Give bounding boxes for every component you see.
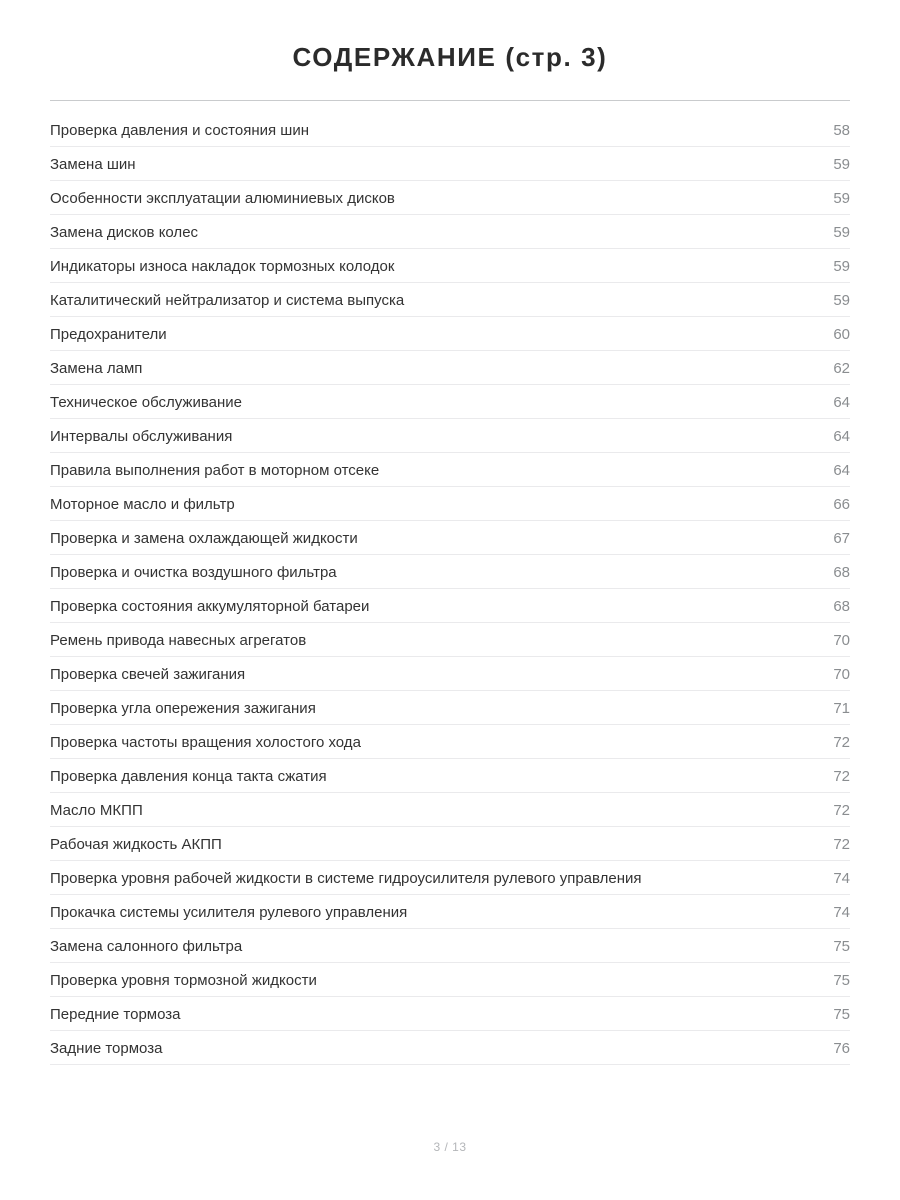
toc-entry[interactable]	[50, 419, 850, 453]
toc-entry-page-number: 58	[833, 122, 850, 139]
toc-entry-label: Проверка и замена охлаждающей жидкости	[50, 530, 358, 547]
toc-entry-label: Интервалы обслуживания	[50, 428, 233, 445]
toc-entry-label: Замена салонного фильтра	[50, 938, 243, 955]
toc-entry-label: Масло МКПП	[50, 802, 143, 819]
toc-entry[interactable]	[50, 249, 850, 283]
toc-entry[interactable]	[50, 725, 850, 759]
toc-entry-page-number: 72	[833, 802, 850, 819]
toc-entry-label: Замена ламп	[50, 360, 143, 377]
toc-entry-page-number: 72	[833, 836, 850, 853]
toc-entry-label: Передние тормоза	[50, 1006, 181, 1023]
toc-entry-page-number: 76	[833, 1040, 850, 1057]
toc-entry-label: Рабочая жидкость АКПП	[50, 836, 222, 853]
toc-entry-page-number: 64	[833, 428, 850, 445]
toc-entry-page-number: 60	[833, 326, 850, 343]
toc-entry[interactable]	[50, 827, 850, 861]
toc-entry-page-number: 59	[833, 292, 850, 309]
toc-entry[interactable]	[50, 317, 850, 351]
toc-entry-page-number: 75	[833, 938, 850, 955]
toc-entry-label: Проверка давления и состояния шин	[50, 122, 309, 139]
toc-entry[interactable]	[50, 929, 850, 963]
toc-entry-page-number: 74	[833, 870, 850, 887]
toc-entry[interactable]	[50, 521, 850, 555]
toc-entry[interactable]	[50, 997, 850, 1031]
toc-entry-page-number: 75	[833, 1006, 850, 1023]
toc-entry[interactable]	[50, 487, 850, 521]
toc-entry-page-number: 59	[833, 224, 850, 241]
toc-entry[interactable]	[50, 589, 850, 623]
toc-entry-page-number: 74	[833, 904, 850, 921]
toc-entry-label: Проверка и очистка воздушного фильтра	[50, 564, 337, 581]
toc-entry-label: Предохранители	[50, 326, 167, 343]
toc-entry-page-number: 70	[833, 666, 850, 683]
toc-entry-label: Особенности эксплуатации алюминиевых дисков	[50, 190, 395, 207]
toc-entry[interactable]	[50, 759, 850, 793]
toc-entry[interactable]	[50, 181, 850, 215]
toc-entry-page-number: 64	[833, 394, 850, 411]
toc-entry[interactable]	[50, 147, 850, 181]
toc-entry-page-number: 59	[833, 156, 850, 173]
toc-entry[interactable]	[50, 691, 850, 725]
toc-entry[interactable]	[50, 861, 850, 895]
toc-entry-page-number: 72	[833, 768, 850, 785]
toc-entry[interactable]	[50, 385, 850, 419]
toc-entry[interactable]	[50, 1031, 850, 1065]
toc-entry-page-number: 70	[833, 632, 850, 649]
toc-entry[interactable]	[50, 963, 850, 997]
toc-entry-label: Индикаторы износа накладок тормозных колодок	[50, 258, 395, 275]
toc-entry[interactable]	[50, 793, 850, 827]
toc-entry-label: Прокачка системы усилителя рулевого управления	[50, 904, 408, 921]
toc-entry-label: Проверка уровня тормозной жидкости	[50, 972, 317, 989]
toc-entry-page-number: 66	[833, 496, 850, 513]
toc-entry-label: Проверка свечей зажигания	[50, 666, 246, 683]
toc-entry-page-number: 68	[833, 564, 850, 581]
toc-entry[interactable]	[50, 283, 850, 317]
toc-entry[interactable]	[50, 555, 850, 589]
toc-entry-page-number: 59	[833, 258, 850, 275]
toc-entry[interactable]	[50, 453, 850, 487]
toc-entry-label: Проверка состояния аккумуляторной батареи	[50, 598, 370, 615]
toc-entry-label: Моторное масло и фильтр	[50, 496, 235, 513]
toc-entry-page-number: 59	[833, 190, 850, 207]
toc-entry[interactable]	[50, 623, 850, 657]
toc-entry-page-number: 68	[833, 598, 850, 615]
toc-entry[interactable]	[50, 215, 850, 249]
title-divider	[50, 100, 850, 101]
toc-entry-label: Каталитический нейтрализатор и система выпуска	[50, 292, 405, 309]
toc-entry-page-number: 62	[833, 360, 850, 377]
toc-entry[interactable]	[50, 351, 850, 385]
toc-entry-label: Проверка угла опережения зажигания	[50, 700, 316, 717]
toc-entry-page-number: 71	[833, 700, 850, 717]
page-footer: 3 / 13	[433, 1140, 467, 1154]
toc-entry-label: Проверка давления конца такта сжатия	[50, 768, 327, 785]
toc-entry-page-number: 64	[833, 462, 850, 479]
toc-entry-label: Проверка уровня рабочей жидкости в системе гидроусилителя рулевого управления	[50, 870, 642, 887]
toc-entry-label: Замена дисков колес	[50, 224, 199, 241]
toc-entry-label: Правила выполнения работ в моторном отсеке	[50, 462, 380, 479]
toc-entry-label: Техническое обслуживание	[50, 394, 242, 411]
toc-entry-label: Ремень привода навесных агрегатов	[50, 632, 307, 649]
toc-entry-label: Проверка частоты вращения холостого хода	[50, 734, 361, 751]
toc-entry[interactable]	[50, 895, 850, 929]
toc-entry-page-number: 72	[833, 734, 850, 751]
toc-entry-page-number: 75	[833, 972, 850, 989]
toc-entry-label: Замена шин	[50, 156, 136, 173]
toc-entry-label: Задние тормоза	[50, 1040, 163, 1057]
toc-entry[interactable]	[50, 657, 850, 691]
toc-entry-page-number: 67	[833, 530, 850, 547]
page-title: СОДЕРЖАНИЕ (стр. 3)	[292, 42, 608, 72]
toc-entry[interactable]	[50, 113, 850, 147]
toc-entry-list	[50, 113, 850, 1065]
